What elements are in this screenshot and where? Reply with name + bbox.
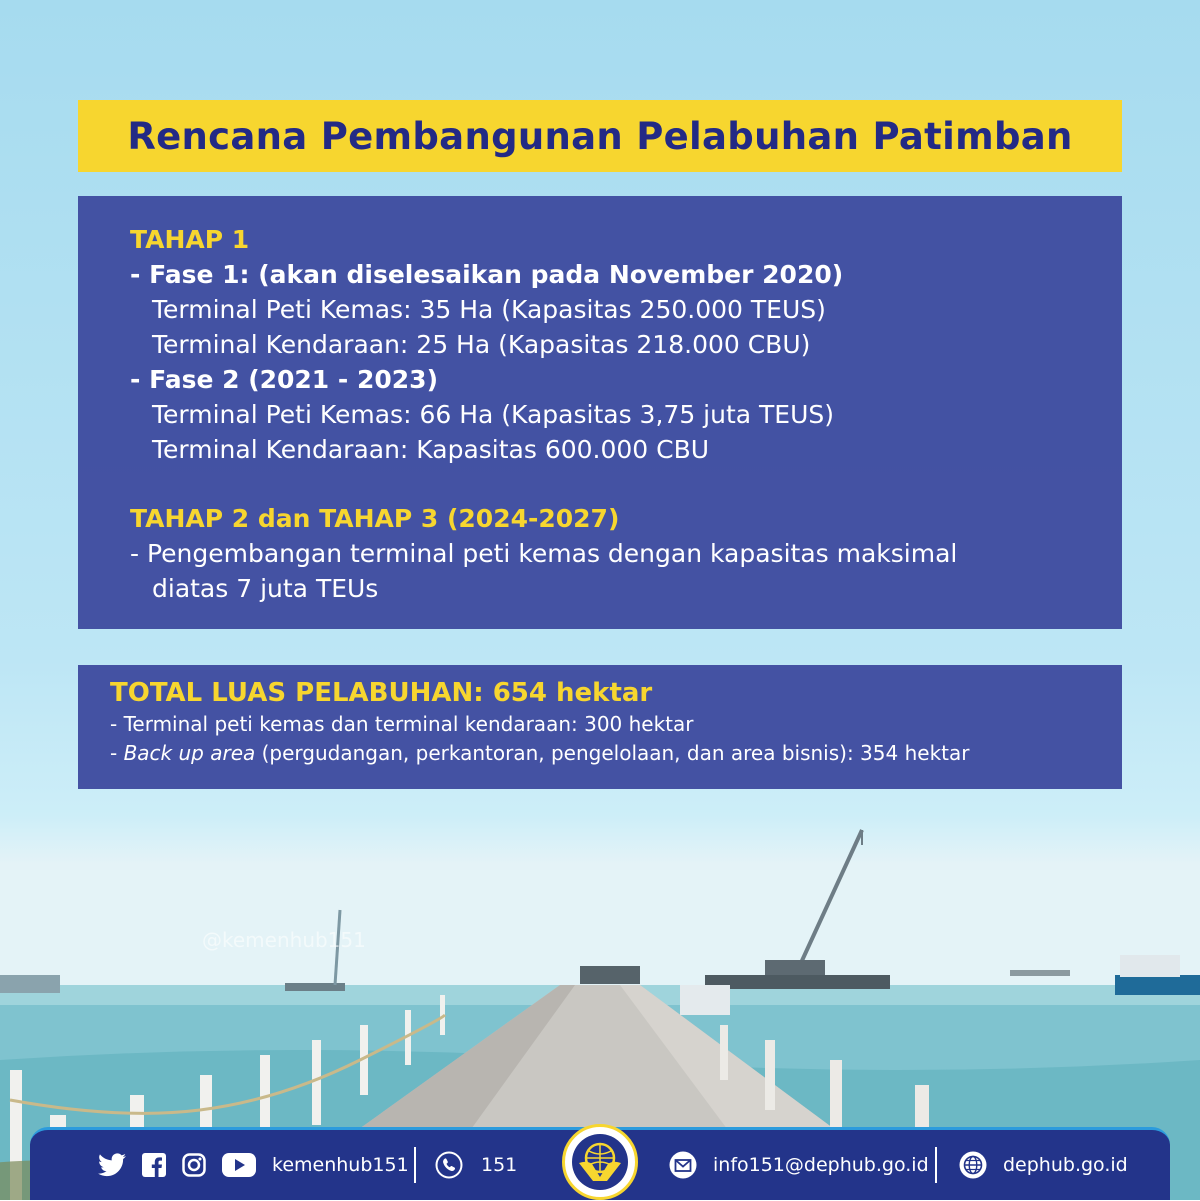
email-contact [668, 1130, 929, 1200]
tahap23-line-1: - Pengembangan terminal peti kemas dengan kapasitas maksimal [130, 539, 958, 568]
phone-contact [435, 1130, 517, 1200]
website-contact [958, 1130, 1128, 1200]
facebook-icon[interactable] [142, 1153, 166, 1177]
tahap23-line-2: diatas 7 juta TEUs [152, 574, 379, 603]
page-title: Rencana Pembangunan Pelabuhan Patimban [127, 114, 1073, 158]
phone-icon [435, 1151, 463, 1179]
ministry-emblem-icon [565, 1127, 635, 1197]
total-line-2-prefix: - [110, 741, 124, 765]
total-heading: TOTAL LUAS PELABUHAN: [110, 678, 484, 708]
backup-area-label: Back up area [123, 741, 256, 765]
total-line-2 [110, 739, 1110, 768]
email-icon [668, 1150, 698, 1180]
tahap1-heading: TAHAP 1 [130, 225, 250, 254]
ministry-logo [562, 1124, 638, 1200]
footer-separator [935, 1147, 937, 1183]
total-line-2-rest: (pergudangan, perkantoran, pengelolaan, dan area bisnis): 354 hektar [255, 741, 970, 765]
twitter-icon[interactable] [98, 1153, 126, 1177]
total-area-content [110, 676, 1110, 768]
footer-separator [414, 1147, 416, 1183]
phases-content [130, 222, 1110, 606]
fase2-label: - Fase 2 (2021 - 2023) [130, 365, 438, 394]
total-line-1: - Terminal peti kemas dan terminal kendaraan: 300 hektar [110, 712, 694, 736]
phone-number[interactable]: 151 [481, 1154, 518, 1176]
fase2-line-2: Terminal Kendaraan: Kapasitas 600.000 CBU [152, 435, 710, 464]
fase1-line-2: Terminal Kendaraan: 25 Ha (Kapasitas 218.000 CBU) [152, 330, 811, 359]
globe-icon [958, 1150, 988, 1180]
tahap23-heading: TAHAP 2 dan TAHAP 3 (2024-2027) [130, 504, 620, 533]
social-handle[interactable]: kemenhub151 [272, 1154, 409, 1176]
instagram-icon[interactable] [182, 1153, 206, 1177]
youtube-icon[interactable] [222, 1153, 256, 1177]
total-value: 654 hektar [492, 678, 653, 708]
fase1-label: - Fase 1: (akan diselesaikan pada November 2020) [130, 260, 844, 289]
title-banner [78, 100, 1122, 172]
email-address[interactable]: info151@dephub.go.id [713, 1154, 929, 1176]
fase2-line-1: Terminal Peti Kemas: 66 Ha (Kapasitas 3,75 juta TEUS) [152, 400, 835, 429]
watermark: @kemenhub151 [202, 928, 366, 952]
fase1-line-1: Terminal Peti Kemas: 35 Ha (Kapasitas 250.000 TEUS) [152, 295, 826, 324]
website-url[interactable]: dephub.go.id [1003, 1154, 1128, 1176]
social-icons [98, 1130, 409, 1200]
